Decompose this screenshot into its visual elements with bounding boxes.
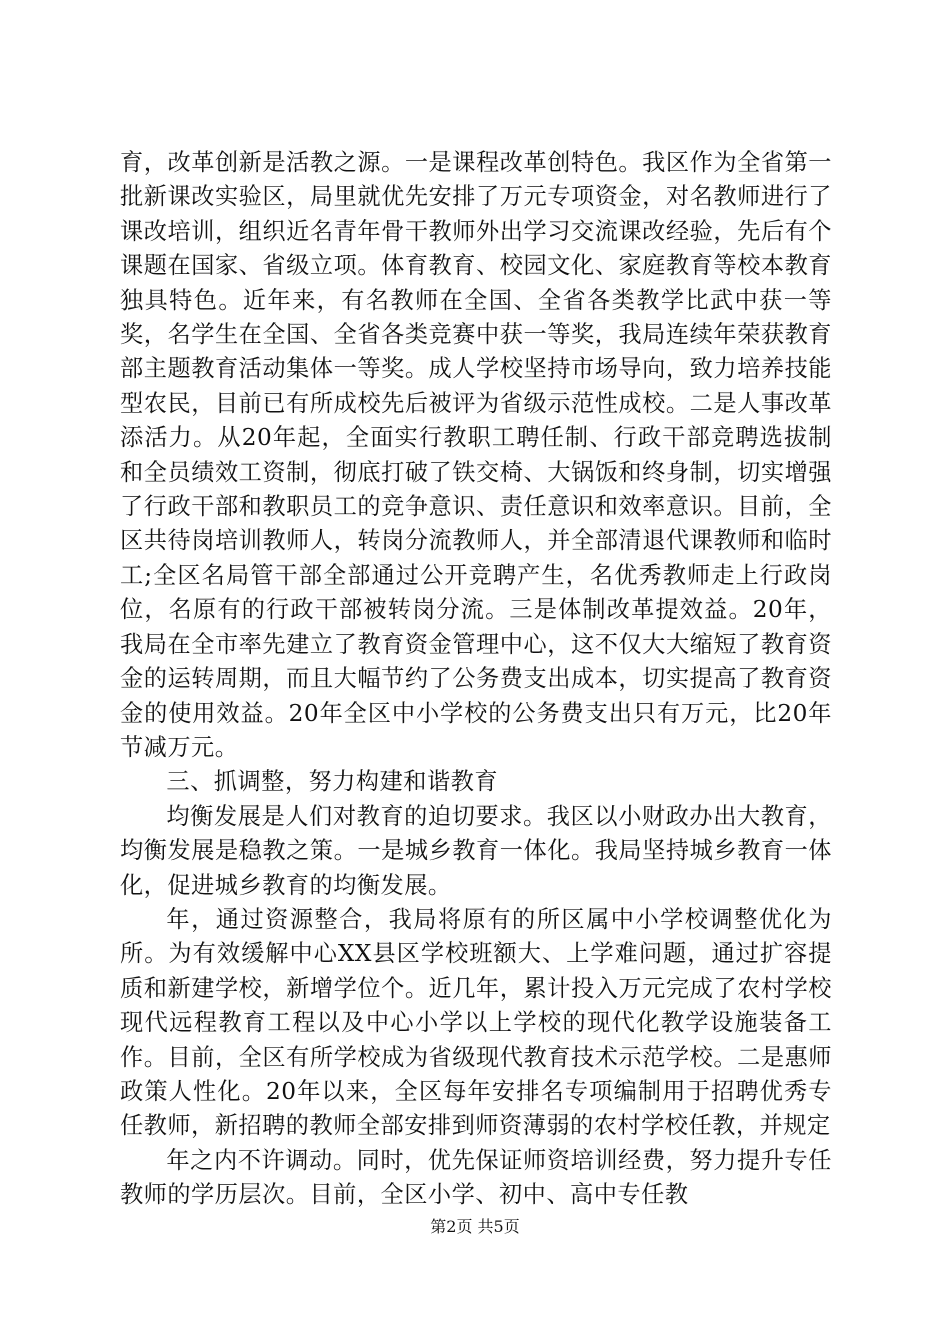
section-heading-three: 三、抓调整，努力构建和谐教育 xyxy=(166,768,499,796)
paragraph-teacher-training: 年之内不许调动。同时，优先保证师资培训经费，努力提升专任教师的学历层次。目前，全区小学、初中、高中专任教 xyxy=(120,1146,832,1209)
paragraph-balanced-development: 均衡发展是人们对教育的迫切要求。我区以小财政办出大教育，均衡发展是稳教之策。一是城乡教育一体化。我局坚持城乡教育一体化，促进城乡教育的均衡发展。 xyxy=(120,802,832,899)
document-body xyxy=(120,146,832,1213)
page-number-footer: 第2页 共5页 xyxy=(430,1217,520,1236)
paragraph-reform-innovation: 育，改革创新是活教之源。一是课程改革创特色。我区作为全省第一批新课改实验区，局里就优先安排了万元专项资金，对名教师进行了课改培训，组织近名青年骨干教师外出学习交流课改经验，先后有个课题在国家、省级立项。体育教育、校园文化、家庭教育等校本教育独具特色。近年来，有名教师在全国、全省各类教学比武中获一等奖，名学生在全国、全省各类竞赛中获一等奖，我局连续年荣获教育部主题教育活动集体一等奖。成人学校坚持市场导向，致力培养技能型农民，目前已有所成校先后被评为省级示范性成校。二是人事改革添活力。从20年起，全面实行教职工聘任制、行政干部竞聘选拔制和全员绩效工资制，彻底打破了铁交椅、大锅饭和终身制，切实增强了行政干部和教职员工的竞争意识、责任意识和效率意识。目前，全区共待岗培训教师人，转岗分流教师人，并全部清退代课教师和临时工;全区名局管干部全部通过公开竞聘产生，名优秀教师走上行政岗位，名原有的行政干部被转岗分流。三是体制改革提效益。20年，我局在全市率先建立了教育资金管理中心，这不仅大大缩短了教育资金的运转周期，而且大幅节约了公务费支出成本，切实提高了教育资金的使用效益。20年全区中小学校的公务费支出只有万元，比20年节减万元。 xyxy=(120,149,832,761)
paragraph-resource-integration: 年，通过资源整合，我局将原有的所区属中小学校调整优化为所。为有效缓解中心XX县区学校班额大、上学难问题，通过扩容提质和新建学校，新增学位个。近几年，累计投入万元完成了农村学校现代远程教育工程以及中心小学以上学校的现代化教学设施装备工作。目前，全区有所学校成为省级现代教育技术示范学校。二是惠师政策人性化。20年以来，全区每年安排名专项编制用于招聘优秀专任教师，新招聘的教师全部安排到师资薄弱的农村学校任教，并规定 xyxy=(120,905,832,1140)
